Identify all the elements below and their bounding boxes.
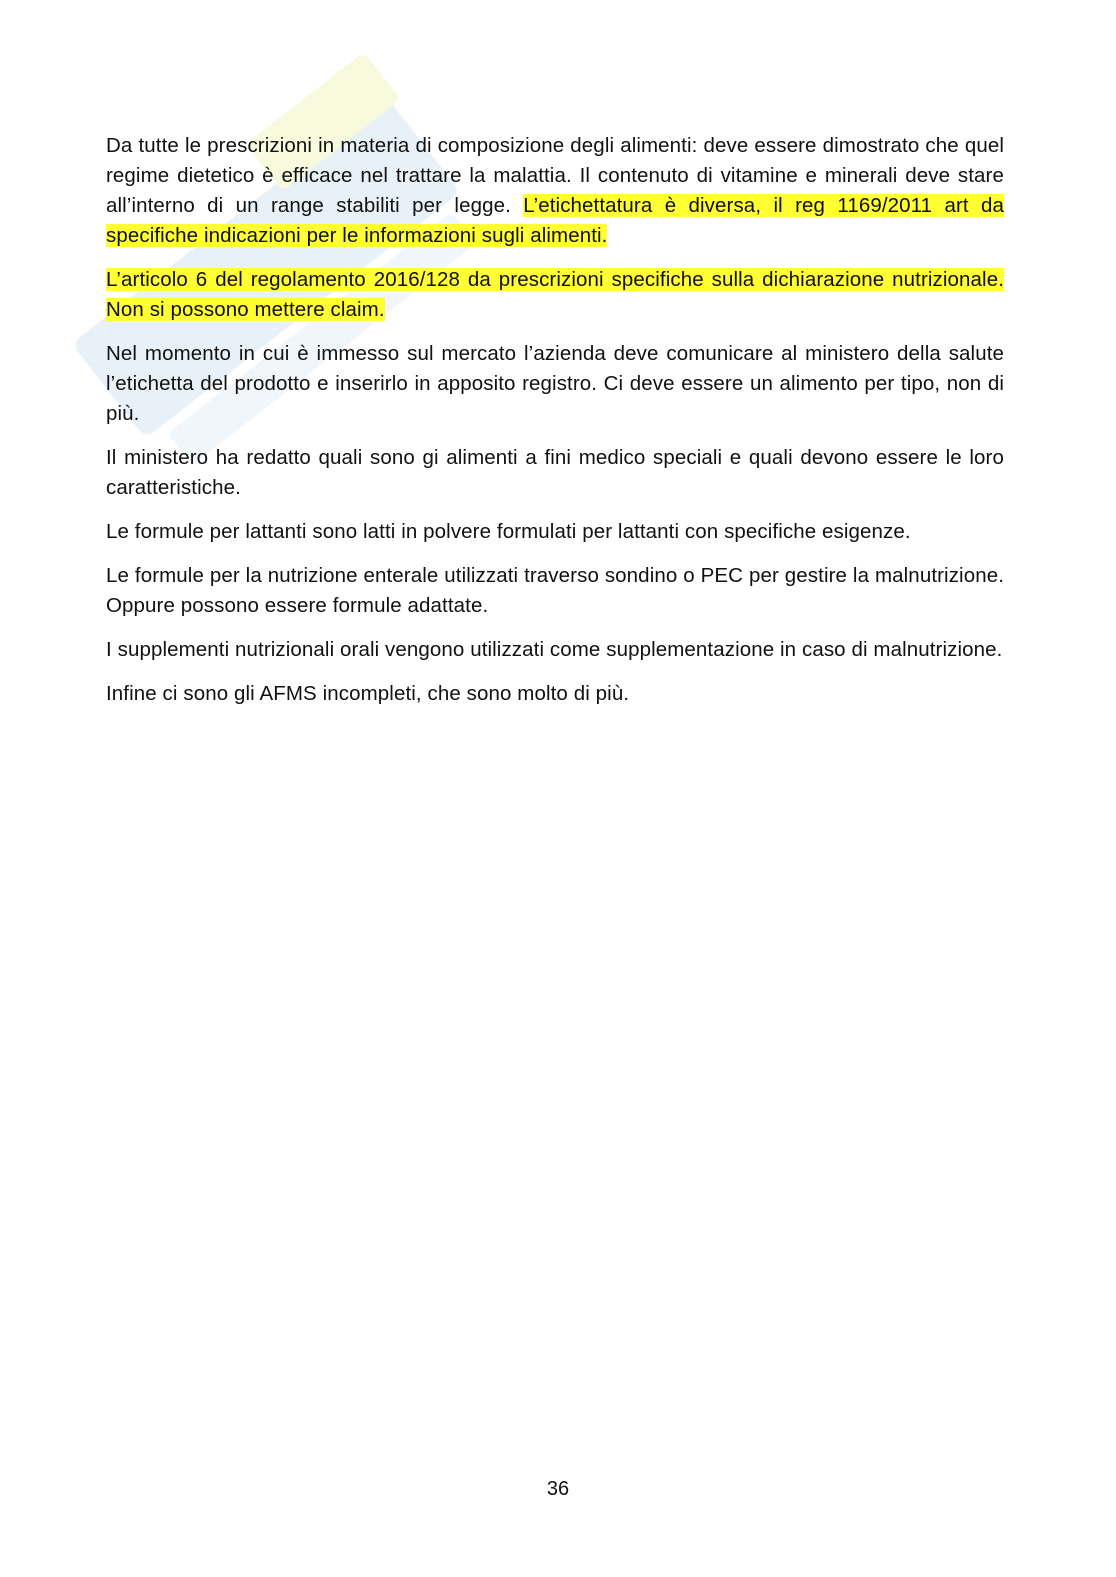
paragraph-6 — [106, 561, 1004, 621]
paragraph-text: Da tutte le prescrizioni in materia di composizione degli alimenti: deve essere dimostrato che quel regime dietetico è efficace nel trattare la malattia. Il contenuto di vitamine e minerali deve stare all’interno di un range stabiliti per legge. — [106, 134, 1004, 217]
paragraph-text: I supplementi nutrizionali orali vengono utilizzati come supplementazione in caso di malnutrizione. — [106, 638, 1003, 661]
paragraph-text: Le formule per la nutrizione enterale utilizzati traverso sondino o PEC per gestire la malnutrizione. Oppure possono essere formule adattate. — [106, 564, 1004, 617]
document-body — [106, 131, 1004, 723]
paragraph-7 — [106, 635, 1004, 665]
highlighted-text: L’etichettatura è diversa, il reg 1169/2011 art da specifiche indicazioni per le informazioni sugli alimenti. — [106, 194, 1004, 247]
paragraph-text: Le formule per lattanti sono latti in polvere formulati per lattanti con specifiche esigenze. — [106, 520, 911, 543]
paragraph-text: Il ministero ha redatto quali sono gi alimenti a fini medico speciali e quali devono essere le loro caratteristiche. — [106, 446, 1004, 499]
paragraph-text: Infine ci sono gli AFMS incompleti, che sono molto di più. — [106, 682, 630, 705]
highlighted-text: L’articolo 6 del regolamento 2016/128 da prescrizioni specifiche sulla dichiarazione nutrizionale. Non si possono mettere claim. — [106, 268, 1004, 321]
paragraph-4 — [106, 443, 1004, 503]
paragraph-5 — [106, 517, 1004, 547]
page-number: 36 — [546, 1478, 570, 1500]
paragraph-8 — [106, 679, 1004, 709]
paragraph-3 — [106, 339, 1004, 429]
paragraph-2 — [106, 265, 1004, 325]
paragraph-text: Nel momento in cui è immesso sul mercato l’azienda deve comunicare al ministero della salute l’etichetta del prodotto e inserirlo in apposito registro. Ci deve essere un alimento per tipo, non di più. — [106, 342, 1004, 425]
paragraph-1 — [106, 131, 1004, 251]
